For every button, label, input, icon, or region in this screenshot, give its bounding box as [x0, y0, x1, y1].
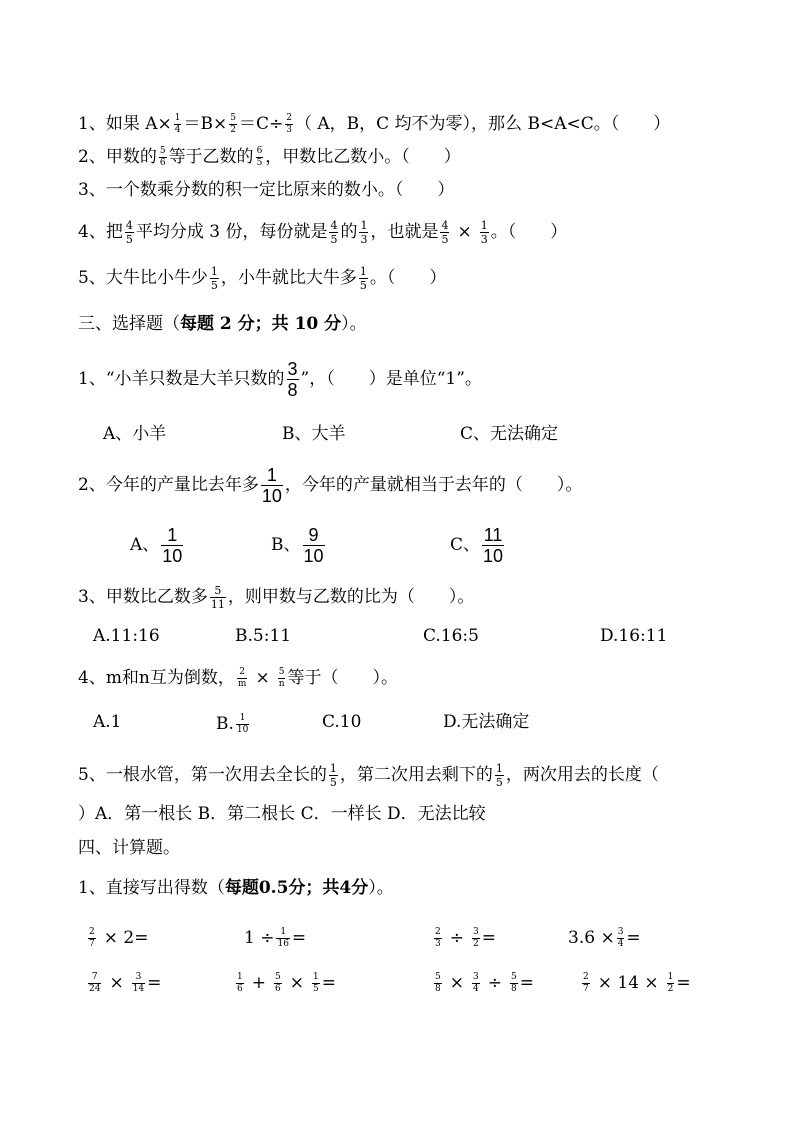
calc-sub-text-c: ）。: [368, 878, 394, 898]
cq3-option-c[interactable]: C.16:5: [423, 626, 479, 646]
q1-text-d: （ A，B，C 均不为零），那么 B<A<C。（ ）: [294, 114, 671, 134]
calc-sub-text-a: 1、直接写出得数（: [78, 878, 225, 898]
calc-sub-score: 每题0.5分；共4分: [224, 878, 369, 898]
fraction: $\frac{9}{10}$: [303, 525, 324, 566]
cq2-option-b[interactable]: B、 $\frac{9}{10}$: [271, 525, 324, 566]
cq5-options-text: ）A．第一根长 B．第二根长 C．一样长 D．无法比较: [78, 804, 486, 824]
q4-text-b: 平均分成 3 份，每份就是: [135, 222, 328, 242]
calc-expr-5: $\frac{7}{24}$ × $\frac{3}{14}$ =: [89, 972, 162, 994]
calc-expr-2: 1 ÷ $\frac{1}{16}$ =: [244, 927, 307, 949]
calc-expr-7: $\frac{5}{8}$ × $\frac{3}{4}$ ÷ $\frac{5}{8}$ =: [435, 972, 534, 994]
fraction: $\frac{3}{8}$: [287, 359, 298, 400]
q4-text-c: 的: [340, 222, 358, 242]
calc-expr-8: $\frac{2}{7}$ × 14 × $\frac{1}{2}$ =: [583, 972, 691, 994]
fraction: $\frac{11}{10}$: [483, 525, 504, 566]
fraction: $\frac{2}{3}$: [435, 927, 441, 949]
fraction: $\frac{2}{7}$: [89, 927, 95, 949]
fraction: $\frac{1}{3}$: [360, 219, 368, 246]
q4-text-g: 。（ ）: [490, 222, 568, 242]
cq2-text-a: 2、今年的产量比去年多: [78, 475, 259, 495]
cq4-option-b[interactable]: B. $\frac{1}{10}$: [216, 713, 249, 735]
fraction: $\frac{5}{8}$: [435, 972, 441, 994]
fraction: $\frac{5}{6}$: [159, 146, 166, 168]
q2-text-c: ，甲数比乙数小。（ ）: [265, 147, 461, 167]
fraction: $\frac{1}{5}$: [329, 762, 337, 789]
choice-q2: [78, 466, 582, 505]
choice-q1: [78, 360, 482, 399]
judge-q4: [78, 220, 567, 245]
fraction: $\frac{1}{6}$: [237, 972, 243, 994]
fraction: $\frac{1}{2}$: [667, 972, 674, 994]
judge-q3: [78, 182, 454, 199]
fraction: $\frac{1}{5}$: [495, 762, 503, 789]
fraction: $\frac{2}{7}$: [583, 972, 589, 994]
q2-text-a: 2、甲数的: [78, 147, 157, 167]
q4-text-d: ，也就是: [370, 222, 439, 242]
cq4-option-d[interactable]: D.无法确定: [443, 712, 530, 732]
fraction: $\frac{1}{5}$: [312, 972, 319, 994]
fraction: $\frac{5}{8}$: [510, 972, 517, 994]
fraction: $\frac{1}{10}$: [261, 465, 282, 506]
cq5-text-a: 5、一根水管，第一次用去全长的: [78, 765, 327, 785]
cq5-options: [78, 806, 486, 823]
judge-q2: [78, 147, 461, 168]
section-choice-heading: [78, 316, 367, 333]
fraction: $\frac{1}{10}$: [162, 525, 183, 566]
judge-q5: [78, 266, 446, 291]
calc-heading-text: 四、计算题。: [78, 838, 180, 858]
fraction: $\frac{2}{3}$: [286, 113, 292, 135]
fraction: $\frac{3}{4}$: [472, 972, 479, 994]
cq2-option-a[interactable]: A、 $\frac{1}{10}$: [130, 525, 183, 566]
cq4-option-c[interactable]: C.10: [322, 712, 362, 732]
cq3-option-b[interactable]: B.5:11: [235, 626, 292, 646]
calc-expr-1: $\frac{2}{7}$ × 2=: [89, 927, 149, 949]
cq4-option-a[interactable]: A.1: [93, 712, 122, 732]
q1-text-b: ＝B×: [183, 114, 228, 134]
times-sign: ×: [255, 668, 270, 688]
times-sign: ×: [457, 222, 472, 242]
q1-text-c: ＝C÷: [238, 114, 284, 134]
cq1-text-a: 1、“小羊只数是大羊只数的: [78, 369, 285, 389]
q5-text-a: 5、大牛比小牛少: [78, 268, 208, 288]
fraction: $\frac{4}{5}$: [441, 219, 449, 246]
heading-text-a: 三、选择题（: [78, 314, 180, 334]
q2-text-b: 等于乙数的: [168, 147, 254, 167]
fraction: $\frac{1}{3}$: [480, 219, 488, 246]
choice-q3: [78, 585, 474, 610]
cq1-option-a[interactable]: A、小羊: [103, 424, 167, 444]
calc-expr-4: 3.6 × $\frac{3}{4}$ =: [568, 927, 641, 949]
fraction: $\frac{1}{5}$: [359, 265, 367, 292]
fraction: $\frac{4}{5}$: [125, 219, 133, 246]
fraction: $\frac{7}{24}$: [89, 972, 101, 994]
cq3-option-a[interactable]: A.11:16: [93, 626, 160, 646]
fraction: $\frac{1}{10}$: [236, 713, 249, 735]
cq4-text-a: 4、m和n互为倒数，: [78, 668, 235, 688]
fraction: $\frac{2}{m}$: [237, 667, 247, 689]
heading-text-c: ）。: [341, 314, 367, 334]
cq3-text-b: ，则甲数与乙数的比为（ ）。: [227, 587, 475, 607]
calc-expr-3: $\frac{2}{3}$ ÷ $\frac{3}{2}$ =: [435, 927, 496, 949]
fraction: $\frac{3}{14}$: [132, 972, 145, 994]
fraction: $\frac{5}{2}$: [230, 113, 236, 135]
cq1-text-b: ”，（ ）是单位“1”。: [300, 369, 482, 389]
fraction: $\frac{1}{5}$: [210, 265, 218, 292]
fraction: $\frac{1}{4}$: [174, 113, 181, 135]
q3-text: 3、一个数乘分数的积一定比原来的数小。（ ）: [78, 180, 455, 200]
cq2-option-c[interactable]: C、 $\frac{11}{10}$: [450, 525, 504, 566]
fraction: $\frac{5}{n}$: [278, 667, 285, 689]
cq3-option-d[interactable]: D.16:11: [600, 626, 668, 646]
fraction: $\frac{6}{5}$: [256, 146, 263, 168]
q1-text-a: 1、如果 A×: [78, 114, 172, 134]
fraction: $\frac{1}{16}$: [277, 927, 289, 949]
cq2-text-b: ，今年的产量就相当于去年的（ ）。: [284, 475, 583, 495]
cq1-option-c[interactable]: C、无法确定: [460, 424, 559, 444]
cq1-option-b[interactable]: B、大羊: [282, 424, 346, 444]
q4-text-a: 4、把: [78, 222, 123, 242]
calc-subheading: [78, 880, 394, 897]
cq5-text-c: ，两次用去的长度（: [505, 765, 659, 785]
fraction: $\frac{4}{5}$: [330, 219, 338, 246]
fraction: $\frac{5}{6}$: [274, 972, 281, 994]
choice-q4: [78, 668, 398, 689]
q5-text-c: 。（ ）: [369, 268, 447, 288]
fraction: $\frac{3}{2}$: [472, 927, 479, 949]
judge-q1: [78, 114, 670, 135]
fraction: $\frac{5}{11}$: [210, 584, 225, 611]
heading-score: 每题 2 分；共 10 分: [180, 314, 342, 334]
cq5-text-b: ，第二次用去剩下的: [339, 765, 493, 785]
calc-expr-6: $\frac{1}{6}$ + $\frac{5}{6}$ × $\frac{1}{5}$ =: [237, 972, 336, 994]
section-calc-heading: [78, 840, 180, 857]
fraction: $\frac{3}{4}$: [617, 927, 624, 949]
q5-text-b: ，小牛就比大牛多: [220, 268, 357, 288]
cq3-text-a: 3、甲数比乙数多: [78, 587, 208, 607]
cq4-text-b: 等于（ ）。: [287, 668, 398, 688]
choice-q5: [78, 763, 659, 788]
